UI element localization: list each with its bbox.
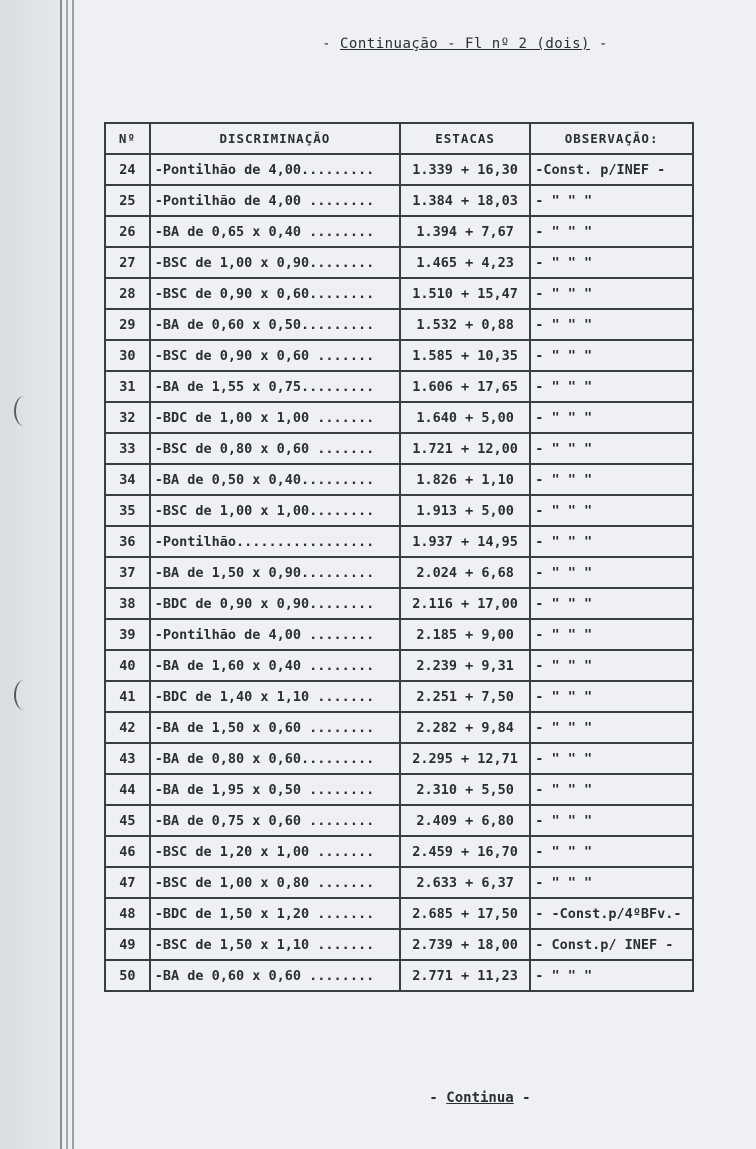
row-stakes: 1.394 + 7,67 [400,216,530,247]
row-number: 24 [105,154,150,185]
table-row [105,619,693,650]
table-row [105,898,693,929]
table-row [105,712,693,743]
column-header-stakes: ESTACAS [400,123,530,154]
header-dash-left: - [322,36,332,52]
row-description: -BA de 0,60 x 0,50......... [150,309,400,340]
row-observation: - " " " [530,340,693,371]
row-description: -BSC de 0,80 x 0,60 ....... [150,433,400,464]
row-observation: - " " " [530,526,693,557]
table-row [105,526,693,557]
row-stakes: 1.339 + 16,30 [400,154,530,185]
row-description: -Pontilhão de 4,00 ........ [150,619,400,650]
row-number: 46 [105,836,150,867]
row-description: -BDC de 1,50 x 1,20 ....... [150,898,400,929]
row-number: 34 [105,464,150,495]
row-description: -BA de 0,60 x 0,60 ........ [150,960,400,991]
header-dash-right: - [598,36,608,52]
row-observation: - " " " [530,774,693,805]
row-description: -BSC de 1,20 x 1,00 ....... [150,836,400,867]
row-observation: - " " " [530,836,693,867]
row-stakes: 2.024 + 6,68 [400,557,530,588]
column-header-number: Nº [105,123,150,154]
row-observation: - " " " [530,495,693,526]
row-number: 33 [105,433,150,464]
page-edge-shadow [0,0,60,1149]
row-stakes: 2.685 + 17,50 [400,898,530,929]
row-stakes: 2.295 + 12,71 [400,743,530,774]
row-observation: - " " " [530,650,693,681]
row-observation: - " " " [530,402,693,433]
table-header-row [105,123,693,154]
row-stakes: 1.913 + 5,00 [400,495,530,526]
row-description: -BDC de 1,40 x 1,10 ....... [150,681,400,712]
binding-margin-lines [60,0,74,1149]
table-row [105,681,693,712]
row-description: -BSC de 1,00 x 1,00........ [150,495,400,526]
table-row [105,402,693,433]
row-number: 44 [105,774,150,805]
row-stakes: 1.510 + 15,47 [400,278,530,309]
row-observation: - " " " [530,712,693,743]
row-description: -BA de 1,95 x 0,50 ........ [150,774,400,805]
page-footer [380,1090,580,1106]
row-observation: - " " " [530,805,693,836]
row-stakes: 1.384 + 18,03 [400,185,530,216]
row-observation: - " " " [530,743,693,774]
footer-continua: Continua [446,1090,514,1106]
table-row [105,929,693,960]
row-number: 42 [105,712,150,743]
table-row [105,836,693,867]
table-row [105,216,693,247]
row-stakes: 2.739 + 18,00 [400,929,530,960]
row-observation: - Const.p/ INEF - [530,929,693,960]
row-description: -BA de 1,50 x 0,90......... [150,557,400,588]
table-row [105,247,693,278]
row-observation: - " " " [530,185,693,216]
table-row [105,185,693,216]
row-stakes: 2.282 + 9,84 [400,712,530,743]
row-stakes: 1.465 + 4,23 [400,247,530,278]
row-number: 29 [105,309,150,340]
footer-dash-right: - [522,1090,531,1106]
row-stakes: 1.585 + 10,35 [400,340,530,371]
table-row [105,588,693,619]
row-description: -BSC de 1,00 x 0,90........ [150,247,400,278]
table-row [105,340,693,371]
row-number: 47 [105,867,150,898]
row-description: -BA de 1,60 x 0,40 ........ [150,650,400,681]
row-observation: - " " " [530,216,693,247]
row-description: -BSC de 0,90 x 0,60........ [150,278,400,309]
table-row [105,309,693,340]
row-description: -BDC de 0,90 x 0,90........ [150,588,400,619]
row-stakes: 2.633 + 6,37 [400,867,530,898]
row-description: -Pontilhão................. [150,526,400,557]
table-row [105,867,693,898]
row-stakes: 1.721 + 12,00 [400,433,530,464]
row-number: 39 [105,619,150,650]
row-stakes: 1.937 + 14,95 [400,526,530,557]
table-row [105,154,693,185]
column-header-description: DISCRIMINAÇÃO [150,123,400,154]
row-number: 37 [105,557,150,588]
row-description: -BDC de 1,00 x 1,00 ....... [150,402,400,433]
row-stakes: 1.532 + 0,88 [400,309,530,340]
row-number: 26 [105,216,150,247]
row-stakes: 2.409 + 6,80 [400,805,530,836]
row-observation: - " " " [530,464,693,495]
row-stakes: 1.606 + 17,65 [400,371,530,402]
row-number: 43 [105,743,150,774]
table-row [105,278,693,309]
row-description: -BSC de 1,00 x 0,80 ....... [150,867,400,898]
table-row [105,650,693,681]
punch-hole-mark [14,396,34,426]
row-observation: - " " " [530,960,693,991]
table-row [105,433,693,464]
row-stakes: 2.459 + 16,70 [400,836,530,867]
row-number: 45 [105,805,150,836]
row-observation: - " " " [530,371,693,402]
row-observation: - " " " [530,681,693,712]
row-stakes: 2.185 + 9,00 [400,619,530,650]
row-description: -BA de 0,65 x 0,40 ........ [150,216,400,247]
table-row [105,960,693,991]
row-stakes: 2.239 + 9,31 [400,650,530,681]
row-observation: - " " " [530,278,693,309]
row-number: 38 [105,588,150,619]
row-description: -BA de 0,75 x 0,60 ........ [150,805,400,836]
row-stakes: 1.640 + 5,00 [400,402,530,433]
row-number: 30 [105,340,150,371]
culverts-table [104,122,694,992]
row-stakes: 2.771 + 11,23 [400,960,530,991]
page-header [300,36,630,52]
row-number: 31 [105,371,150,402]
row-description: -BA de 0,50 x 0,40......... [150,464,400,495]
table-row [105,805,693,836]
row-observation: - -Const.p/4ºBFv.- [530,898,693,929]
row-stakes: 2.310 + 5,50 [400,774,530,805]
column-header-observation: OBSERVAÇÃO: [530,123,693,154]
row-observation: - " " " [530,867,693,898]
row-stakes: 1.826 + 1,10 [400,464,530,495]
row-description: -BA de 0,80 x 0,60......... [150,743,400,774]
row-number: 35 [105,495,150,526]
table-row [105,743,693,774]
row-description: -Pontilhão de 4,00......... [150,154,400,185]
row-number: 27 [105,247,150,278]
row-observation: - " " " [530,433,693,464]
table-row [105,774,693,805]
table-row [105,371,693,402]
row-observation: -Const. p/INEF - [530,154,693,185]
row-description: -Pontilhão de 4,00 ........ [150,185,400,216]
punch-hole-mark [14,680,34,710]
footer-dash-left: - [429,1090,438,1106]
row-number: 48 [105,898,150,929]
row-number: 50 [105,960,150,991]
row-description: -BA de 1,55 x 0,75......... [150,371,400,402]
table-row [105,495,693,526]
row-number: 41 [105,681,150,712]
table-row [105,557,693,588]
row-stakes: 2.116 + 17,00 [400,588,530,619]
row-number: 25 [105,185,150,216]
table-row [105,464,693,495]
row-stakes: 2.251 + 7,50 [400,681,530,712]
row-description: -BSC de 1,50 x 1,10 ....... [150,929,400,960]
row-observation: - " " " [530,557,693,588]
row-number: 36 [105,526,150,557]
row-observation: - " " " [530,588,693,619]
row-number: 40 [105,650,150,681]
row-number: 28 [105,278,150,309]
header-title: Continuação - Fl nº 2 (dois) [339,36,590,52]
row-number: 32 [105,402,150,433]
row-observation: - " " " [530,309,693,340]
row-description: -BA de 1,50 x 0,60 ........ [150,712,400,743]
row-number: 49 [105,929,150,960]
row-observation: - " " " [530,619,693,650]
row-observation: - " " " [530,247,693,278]
row-description: -BSC de 0,90 x 0,60 ....... [150,340,400,371]
